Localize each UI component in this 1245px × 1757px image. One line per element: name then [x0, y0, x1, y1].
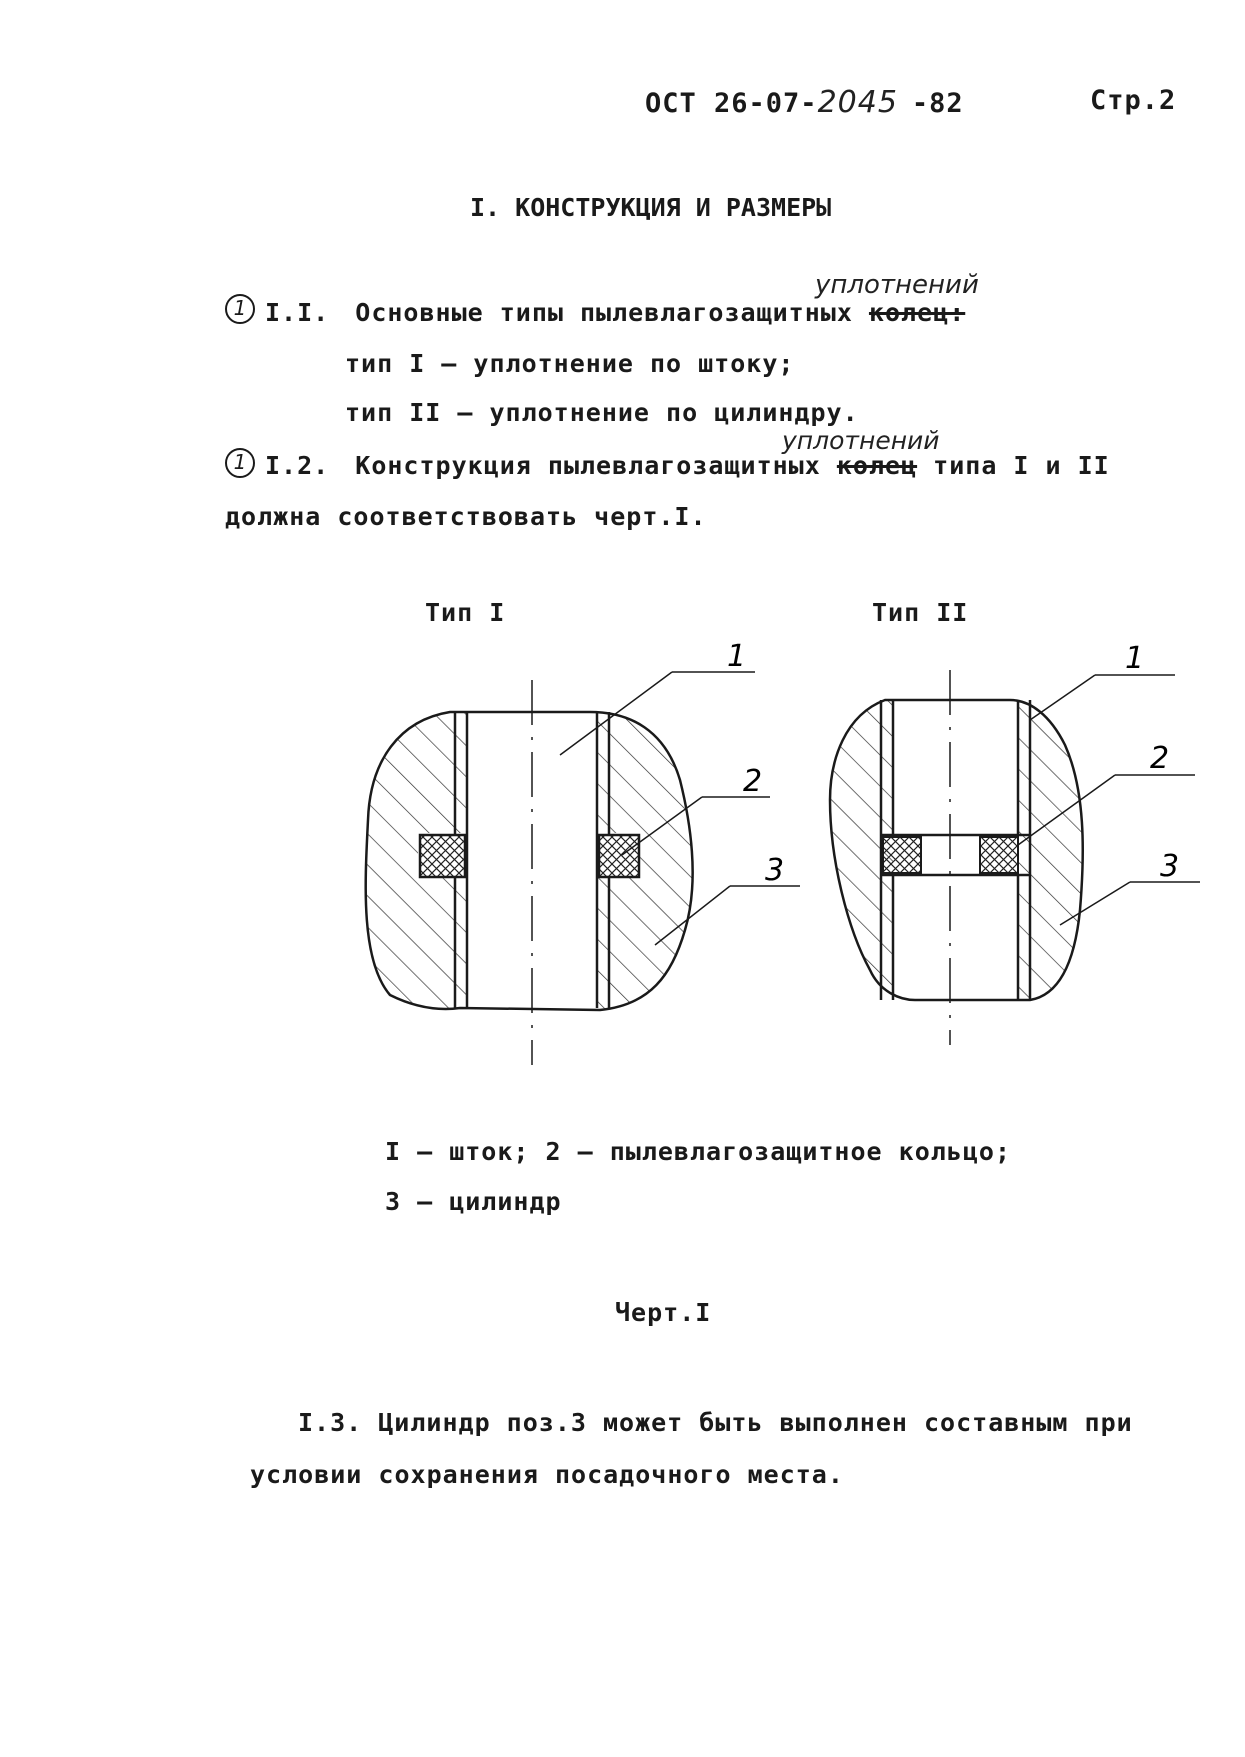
figure-legend-line2: 3 – цилиндр — [385, 1187, 562, 1216]
correction-1-2: уплотнений — [782, 426, 940, 455]
item-1-2-number: I.2. — [265, 451, 330, 480]
type2-label: Тип II — [872, 598, 969, 627]
item-1-2-text-before: Конструкция пылевлагозащитных — [355, 451, 821, 480]
item-1-1-number: I.I. — [265, 298, 330, 327]
page-number: Стр.2 — [1090, 85, 1177, 116]
doc-prefix: ОСТ 26-07- — [645, 88, 818, 119]
figure-caption: Черт.I — [615, 1298, 712, 1327]
type1-drawing — [360, 639, 820, 1065]
item-1-2-struck: колец — [836, 451, 918, 480]
section-title: I. КОНСТРУКЦИЯ И РАЗМЕРЫ — [470, 193, 832, 222]
item-1-1-text: Основные типы пылевлагозащитных — [355, 298, 853, 327]
type2-callout-3: 3 — [1160, 849, 1180, 884]
type2-callout-2: 2 — [1150, 741, 1170, 776]
item-1-2-text-after: типа I и II — [933, 451, 1110, 480]
type1-callout-2: 2 — [743, 764, 763, 799]
item-1-1-line3: тип II – уплотнение по цилиндру. — [345, 398, 859, 427]
doc-number-handwritten: 2045 — [817, 85, 898, 120]
type1-callout-3: 3 — [765, 853, 785, 888]
item-1-3-line1: I.3. Цилиндр поз.3 может быть выполнен составным при — [298, 1408, 1133, 1437]
revision-mark-2: 1 — [225, 448, 255, 478]
type1-callout-1: 1 — [727, 639, 747, 674]
figure-legend-line1: I – шток; 2 – пылевлагозащитное кольцо; — [385, 1137, 1011, 1166]
type2-callout-1: 1 — [1125, 641, 1145, 676]
item-1-1-struck: колец: — [868, 298, 966, 327]
type2-drawing — [820, 641, 1200, 1045]
doc-suffix: -82 — [911, 88, 964, 119]
revision-mark-1: 1 — [225, 294, 255, 324]
type1-label: Тип I — [425, 598, 506, 627]
item-1-1-line2: тип I – уплотнение по штоку; — [345, 349, 795, 378]
correction-1-1: уплотнений — [815, 270, 979, 300]
item-1-2-line2: должна соответствовать черт.I. — [225, 502, 707, 531]
item-1-3-line2: условии сохранения посадочного места. — [250, 1460, 844, 1489]
